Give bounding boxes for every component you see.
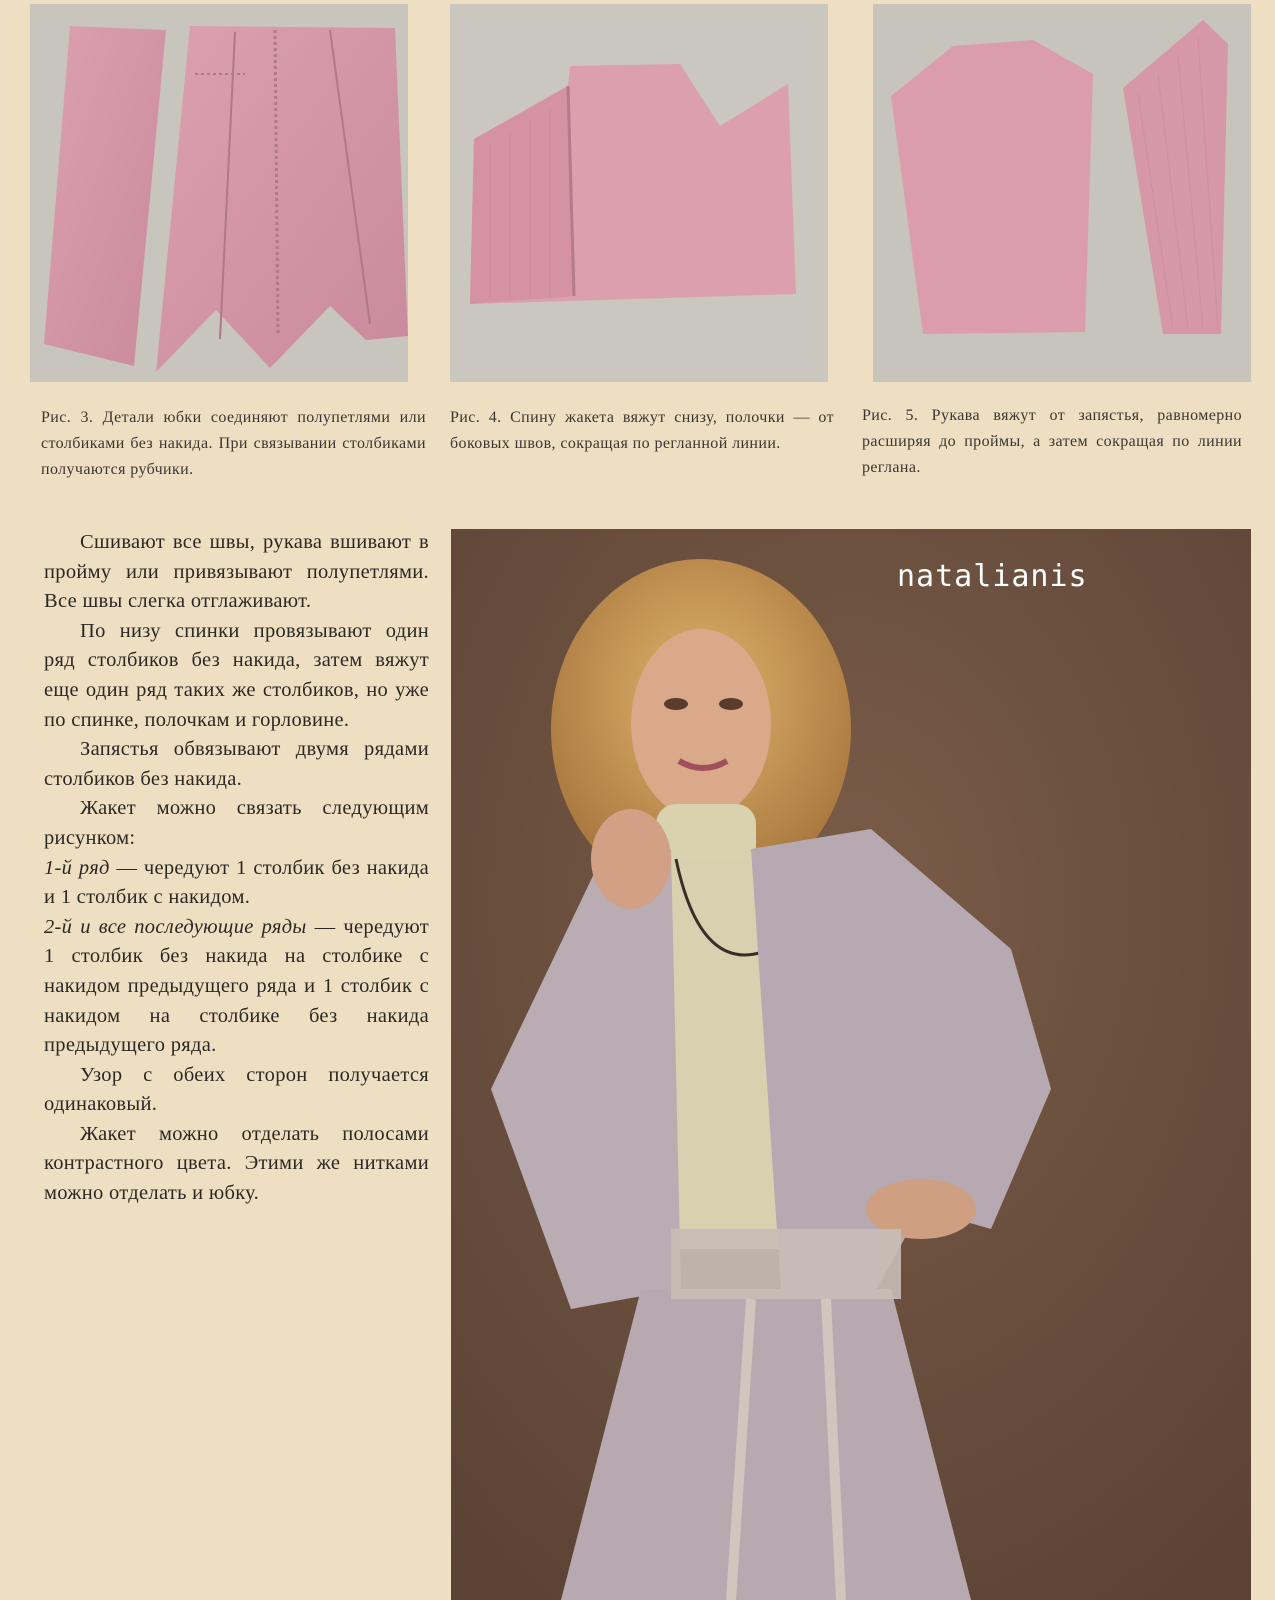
article-body	[44, 528, 429, 1209]
row-2-label: 2-й и все последующие ряды	[44, 915, 307, 938]
row-1-text: — чередуют 1 столбик без накида и 1 столбик с накидом.	[44, 856, 429, 909]
model-photo	[451, 529, 1251, 1600]
paragraph: Жакет можно отделать полосами контрастного цвета. Этими же нитками можно отделать и юбку.	[44, 1122, 429, 1205]
pattern-row-1	[44, 854, 429, 913]
sleeve-pieces-photo	[873, 4, 1251, 382]
pattern-row-2	[44, 913, 429, 1061]
paragraph: Сшивают все швы, рукава вшивают в пройму или привязывают полупетлями. Все швы слегка отглаживают.	[44, 531, 429, 613]
skirt-pieces-photo	[30, 4, 408, 382]
row-2-text: — чередуют 1 столбик без накида на столбике с накидом предыдущего ряда и 1 столбик с накидом на столбике без накида предыдущего ряда.	[44, 915, 429, 1057]
figure-3-caption: Рис. 3. Детали юбки соединяют полупетлями или столбиками без накида. При связывании столбиками получаются рубчики.	[41, 409, 426, 478]
paragraph: Жакет можно связать следующим рисунком:	[44, 797, 429, 849]
figure-5-caption: Рис. 5. Рукава вяжут от запястья, равномерно расширяя до проймы, а затем сокращая по линии реглана.	[862, 407, 1242, 476]
paragraph: По низу спинки провязывают один ряд столбиков без накида, затем вяжут еще один ряд таких же столбиков, но уже по спинке, полочкам и горловине.	[44, 619, 429, 731]
paragraph: Узор с обеих сторон получается одинаковый.	[44, 1063, 429, 1116]
watermark: natalianis	[897, 559, 1088, 594]
paragraph: Запястья обвязывают двумя рядами столбиков без накида.	[44, 738, 429, 790]
row-1-label: 1-й ряд	[44, 856, 110, 879]
jacket-back-photo	[450, 4, 828, 382]
figure-4-caption: Рис. 4. Спину жакета вяжут снизу, полочки — от боковых швов, сокращая по регланной линии.	[450, 409, 834, 452]
